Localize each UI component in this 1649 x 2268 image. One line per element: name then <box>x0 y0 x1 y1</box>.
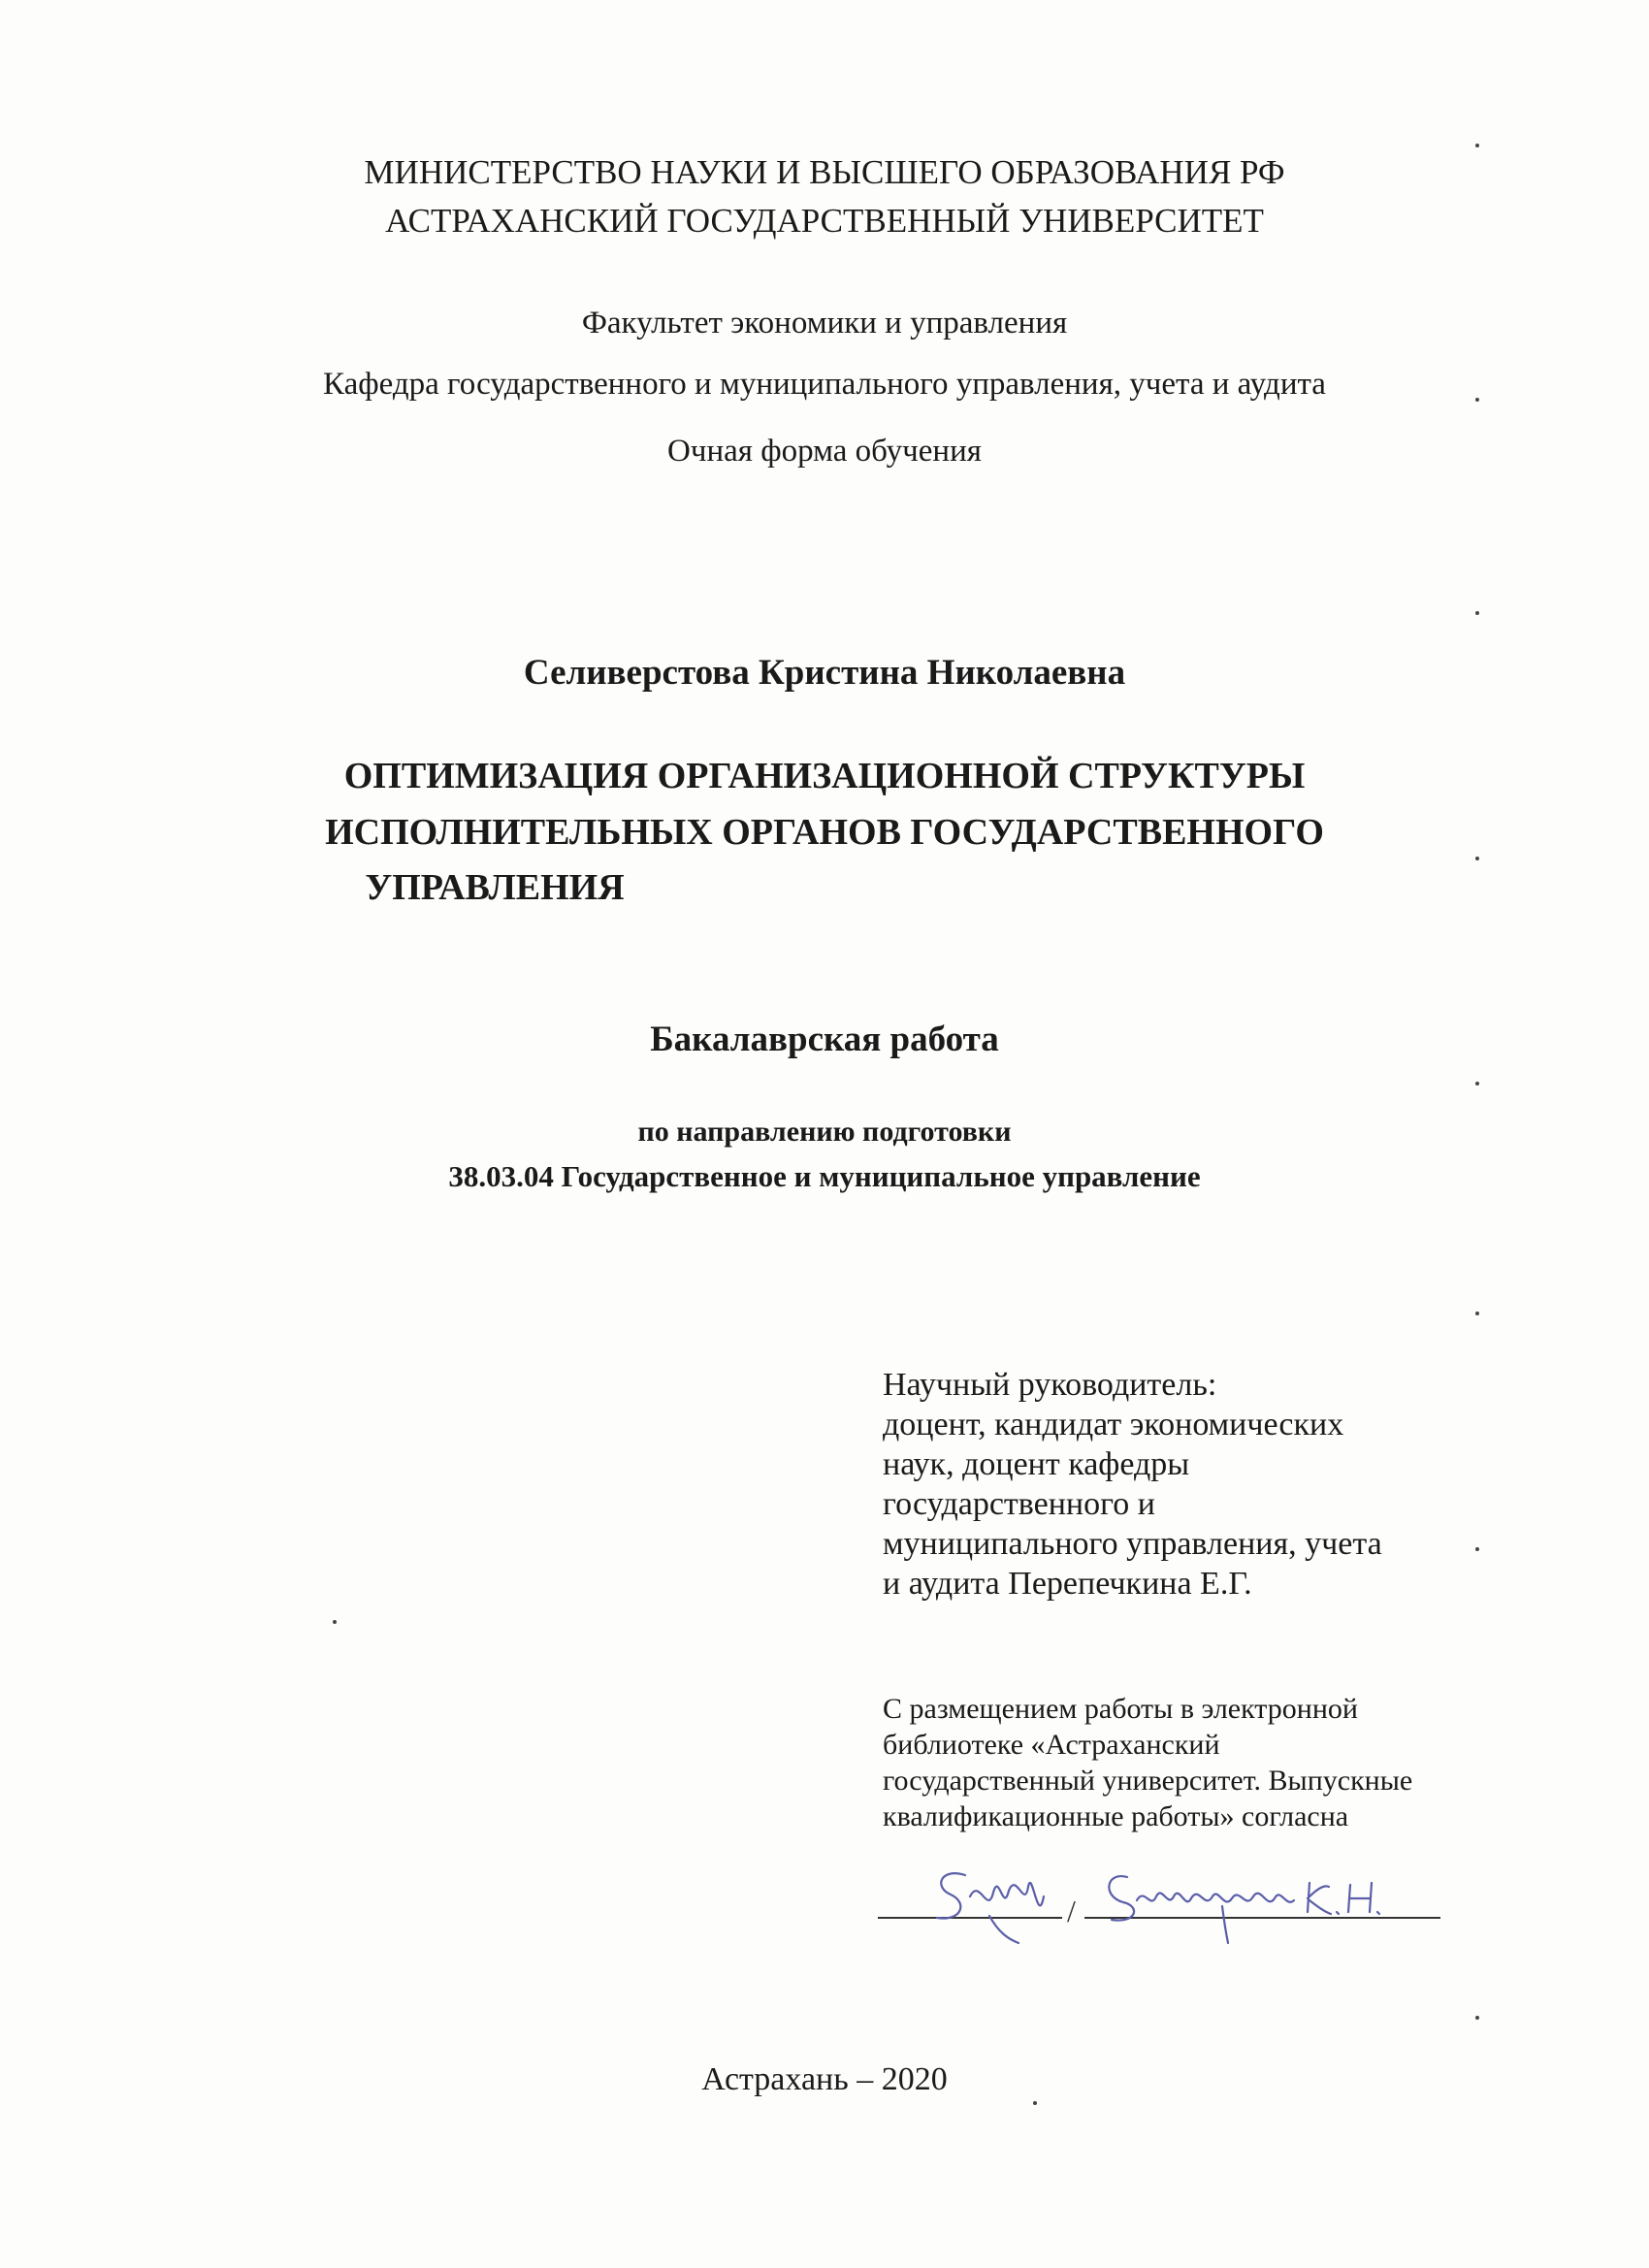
author-signature-icon <box>937 1873 1044 1943</box>
scan-speck <box>1475 611 1479 615</box>
department-line: Кафедра государственного и муниципального управления, учета и аудита <box>323 367 1326 402</box>
faculty-line: Факультет экономики и управления <box>581 306 1068 340</box>
university-line: АСТРАХАНСКИЙ ГОСУДАРСТВЕННЫЙ УНИВЕРСИТЕТ <box>385 202 1264 240</box>
direction-label: по направлению подготовки <box>637 1116 1012 1148</box>
scan-speck <box>1475 857 1479 860</box>
supervisor-line: государственного и <box>883 1486 1155 1522</box>
supervisor-line: и аудита Перепечкина Е.Г. <box>883 1566 1252 1602</box>
scan-speck <box>333 1620 337 1624</box>
scan-speck <box>1033 2101 1037 2105</box>
scan-speck <box>1475 2016 1479 2020</box>
scan-speck <box>1475 1312 1479 1315</box>
consent-line: С размещением работы в электронной <box>883 1693 1358 1725</box>
consent-line: государственный университет. Выпускные <box>883 1765 1413 1797</box>
consent-block <box>883 1691 1412 1834</box>
consent-line: квалификационные работы» согласна <box>883 1800 1349 1832</box>
scan-speck <box>1475 1547 1479 1551</box>
signature-drawing <box>873 1858 1445 1945</box>
signature-area <box>873 1858 1445 1945</box>
scan-speck <box>1475 144 1479 147</box>
thesis-title-line-2: ИСПОЛНИТЕЛЬНЫХ ОРГАНОВ ГОСУДАРСТВЕННОГО <box>325 812 1324 853</box>
supervisor-line: Научный руководитель: <box>883 1367 1217 1403</box>
signature-separator: / <box>1067 1894 1076 1928</box>
supervisor-line: доцент, кандидат экономических <box>883 1407 1344 1442</box>
thesis-title-line-3: УПРАВЛЕНИЯ <box>365 867 625 908</box>
work-type: Бакалаврская работа <box>650 1020 999 1059</box>
city-year: Астрахань – 2020 <box>701 2061 948 2097</box>
study-form-line: Очная форма обучения <box>667 434 982 469</box>
supervisor-block <box>883 1365 1382 1604</box>
ministry-line: МИНИСТЕРСТВО НАУКИ И ВЫСШЕГО ОБРАЗОВАНИЯ РФ <box>364 153 1285 191</box>
supervisor-line: муниципального управления, учета <box>883 1526 1382 1562</box>
scan-speck <box>1475 398 1479 402</box>
consent-line: библиотеке «Астраханский <box>883 1729 1220 1761</box>
scan-speck <box>1475 1082 1479 1085</box>
name-signature-icon <box>1109 1876 1379 1943</box>
direction-code-name: 38.03.04 Государственное и муниципальное управление <box>448 1159 1201 1193</box>
thesis-title-line-1: ОПТИМИЗАЦИЯ ОРГАНИЗАЦИОННОЙ СТРУКТУРЫ <box>343 756 1306 796</box>
author-name: Селиверстова Кристина Николаевна <box>523 653 1126 693</box>
supervisor-line: наук, доцент кафедры <box>883 1446 1190 1482</box>
